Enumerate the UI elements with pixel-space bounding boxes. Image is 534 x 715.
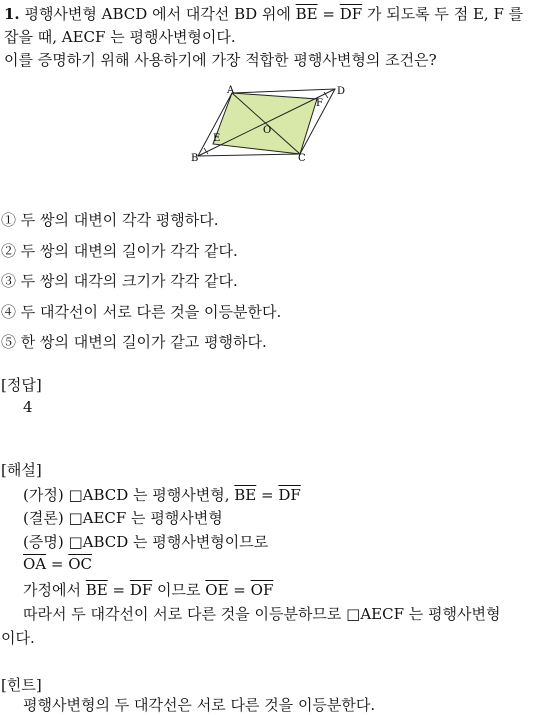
question-line-2: 잡을 때, AECF 는 평행사변형이다. — [4, 28, 236, 46]
explanation-conclusion: (결론) □AECF 는 평행사변형 — [23, 509, 223, 527]
segment-be: $\overline{BE}$ — [295, 5, 318, 23]
question-text-part: 가 되도록 두 점 E, F 를 — [362, 5, 524, 23]
explanation-line-5 — [23, 579, 273, 600]
label-a: A — [227, 85, 235, 96]
explanation-proof: (증명) □ABCD 는 평행사변형이므로 — [23, 533, 269, 551]
choice-text: 두 쌍의 대변의 길이가 각각 같다. — [20, 242, 238, 260]
question-line-1 — [4, 3, 523, 24]
question-text-part: 평행사변형 ABCD 에서 대각선 BD 위에 — [24, 5, 296, 23]
explanation-line-6: 따라서 두 대각선이 서로 다른 것을 이등분하므로 □AECF 는 평행사변형 — [23, 605, 501, 623]
question-line-3: 이를 증명하기 위해 사용하기에 가장 적합한 평행사변형의 조건은? — [4, 51, 437, 69]
equals-sign: = — [256, 486, 279, 504]
question-number: 1. — [4, 5, 20, 23]
choice-3[interactable] — [1, 270, 238, 291]
segment-oe: $\overline{OE}$ — [205, 581, 229, 599]
equals-sign: = — [228, 581, 251, 599]
label-e: E — [213, 133, 221, 144]
answer-value: 4 — [23, 398, 33, 416]
equals-sign: = — [46, 555, 69, 573]
line5-text: 이므로 — [152, 581, 206, 599]
parallelogram-figure — [190, 82, 350, 164]
segment-oa: $\overline{OA}$ — [23, 555, 47, 573]
label-c: C — [298, 153, 306, 164]
choice-marker: ⑤ — [1, 333, 17, 351]
choice-1[interactable] — [1, 209, 219, 230]
segment-df: $\overline{DF}$ — [278, 486, 301, 504]
explanation-line-7: 이다. — [1, 629, 35, 647]
label-f: F — [316, 98, 323, 109]
segment-df: $\overline{DF}$ — [339, 5, 363, 23]
choice-5[interactable] — [1, 331, 267, 352]
hint-heading: [힌트] — [1, 676, 42, 694]
segment-be: $\overline{BE}$ — [234, 486, 257, 504]
choice-text: 두 대각선이 서로 다른 것을 이등분한다. — [20, 303, 282, 321]
choice-marker: ② — [1, 242, 17, 260]
segment-df: $\overline{DF}$ — [129, 581, 153, 599]
explanation-given — [23, 484, 301, 505]
equals-sign: = — [317, 5, 340, 23]
segment-oc: $\overline{OC}$ — [68, 555, 93, 573]
segment-be: $\overline{BE}$ — [85, 581, 108, 599]
choice-marker: ③ — [1, 272, 17, 290]
given-text: (가정) □ABCD 는 평행사변형, — [23, 486, 235, 504]
choice-2[interactable] — [1, 240, 238, 261]
choice-marker: ① — [1, 211, 17, 229]
line5-text: 가정에서 — [23, 581, 86, 599]
hint-text: 평행사변형의 두 대각선은 서로 다른 것을 이등분한다. — [23, 696, 376, 714]
choice-4[interactable] — [1, 301, 281, 322]
answer-heading: [정답] — [1, 376, 42, 394]
label-b: B — [191, 153, 199, 164]
choice-text: 두 쌍의 대변이 각각 평행하다. — [20, 211, 219, 229]
choice-marker: ④ — [1, 303, 17, 321]
label-o: O — [263, 125, 272, 136]
segment-of: $\overline{OF}$ — [250, 581, 274, 599]
choice-text: 한 쌍의 대변의 길이가 같고 평행하다. — [20, 333, 267, 351]
label-d: D — [337, 86, 346, 97]
equals-sign: = — [107, 581, 130, 599]
explanation-oa-oc — [23, 555, 92, 573]
choice-text: 두 쌍의 대각의 크기가 각각 같다. — [20, 272, 238, 290]
explanation-heading: [해설] — [1, 461, 42, 479]
